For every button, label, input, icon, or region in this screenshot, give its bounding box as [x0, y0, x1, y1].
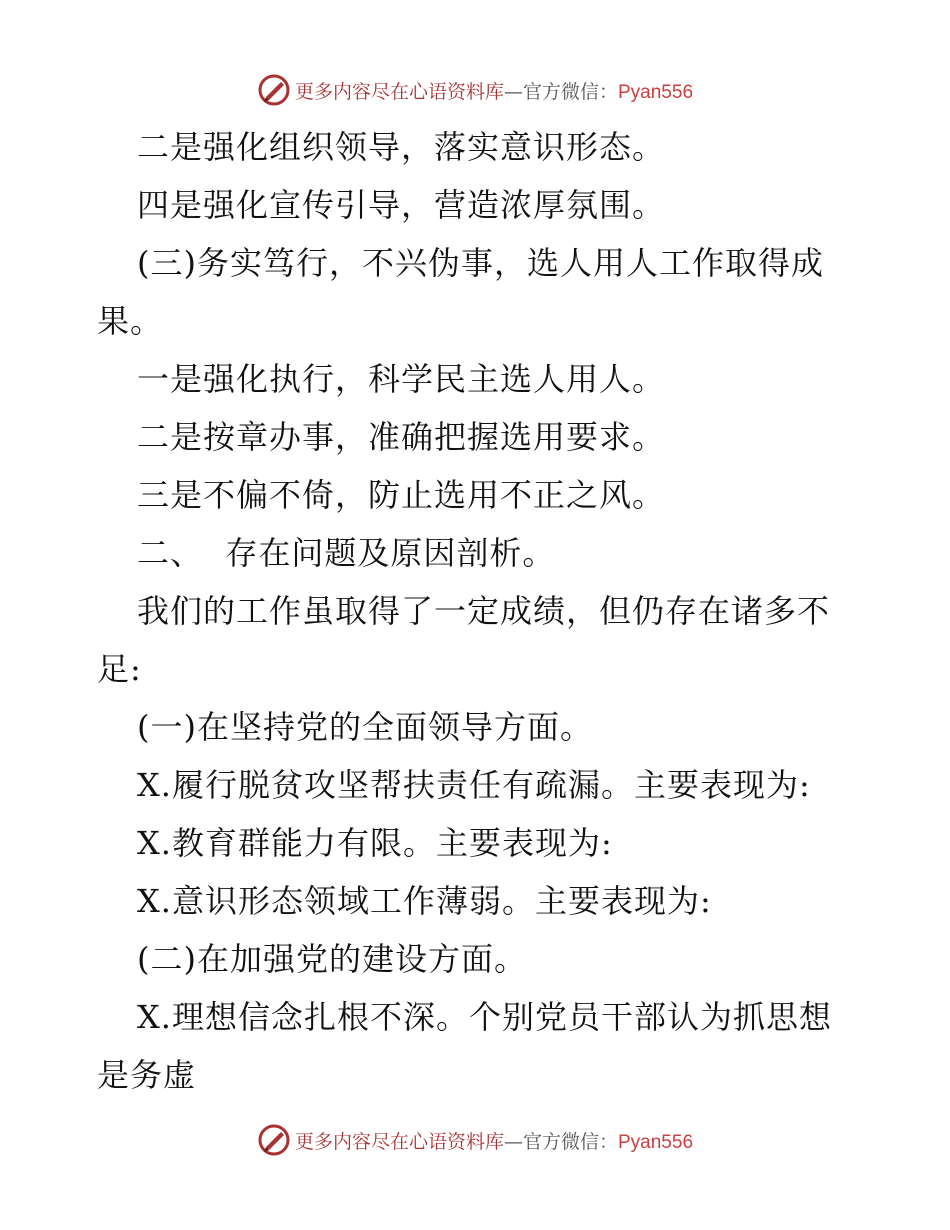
section-heading: 二、 存在问题及原因剖析。: [137, 534, 556, 572]
paragraph-line: 是务虚: [97, 1056, 197, 1094]
watermark-text: [295, 77, 693, 104]
paragraph-line: 一是强化执行，科学民主选人用人。: [137, 360, 666, 398]
paragraph-line: 四是强化宣传引导，营造浓厚氛围。: [137, 186, 666, 224]
section-heading: (二)在加强党的建设方面。: [137, 940, 527, 978]
paragraph-line: X.意识形态领域工作薄弱。主要表现为:: [137, 882, 712, 920]
paragraph-line: 足:: [97, 650, 142, 688]
pen-logo-icon: [257, 1123, 291, 1157]
pen-logo-icon: [257, 73, 291, 107]
header-watermark: [0, 70, 950, 110]
watermark-title: 更多内容尽在心语资料库: [294, 80, 504, 103]
watermark-dash: —: [503, 1130, 523, 1153]
paragraph-line: 二是强化组织领导，落实意识形态。: [137, 128, 666, 166]
paragraph-line: X.理想信念扎根不深。个别党员干部认为抓思想: [137, 998, 832, 1036]
watermark-wechat-id: Pyan556: [618, 1131, 694, 1153]
section-heading: (三)务实笃行，不兴伪事，选人用人工作取得成: [137, 244, 824, 282]
watermark-wechat-id: Pyan556: [618, 81, 694, 103]
section-heading: (一)在坚持党的全面领导方面。: [137, 708, 593, 746]
watermark-label: 官方微信：: [522, 80, 618, 103]
watermark-label: 官方微信：: [522, 1130, 618, 1153]
watermark-dash: —: [503, 80, 523, 103]
paragraph-line: X.教育群能力有限。主要表现为:: [137, 824, 613, 862]
paragraph-line: 二是按章办事，准确把握选用要求。: [137, 418, 666, 456]
watermark-text: [295, 1127, 693, 1154]
document-body: [97, 118, 857, 1104]
paragraph-line: X.履行脱贫攻坚帮扶责任有疏漏。主要表现为:: [137, 766, 811, 804]
watermark-title: 更多内容尽在心语资料库: [294, 1130, 504, 1153]
paragraph-line: 我们的工作虽取得了一定成绩，但仍存在诸多不: [137, 592, 831, 630]
paragraph-line: 果。: [97, 302, 164, 340]
paragraph-line: 三是不偏不倚，防止选用不正之风。: [137, 476, 666, 514]
footer-watermark: [0, 1120, 950, 1160]
